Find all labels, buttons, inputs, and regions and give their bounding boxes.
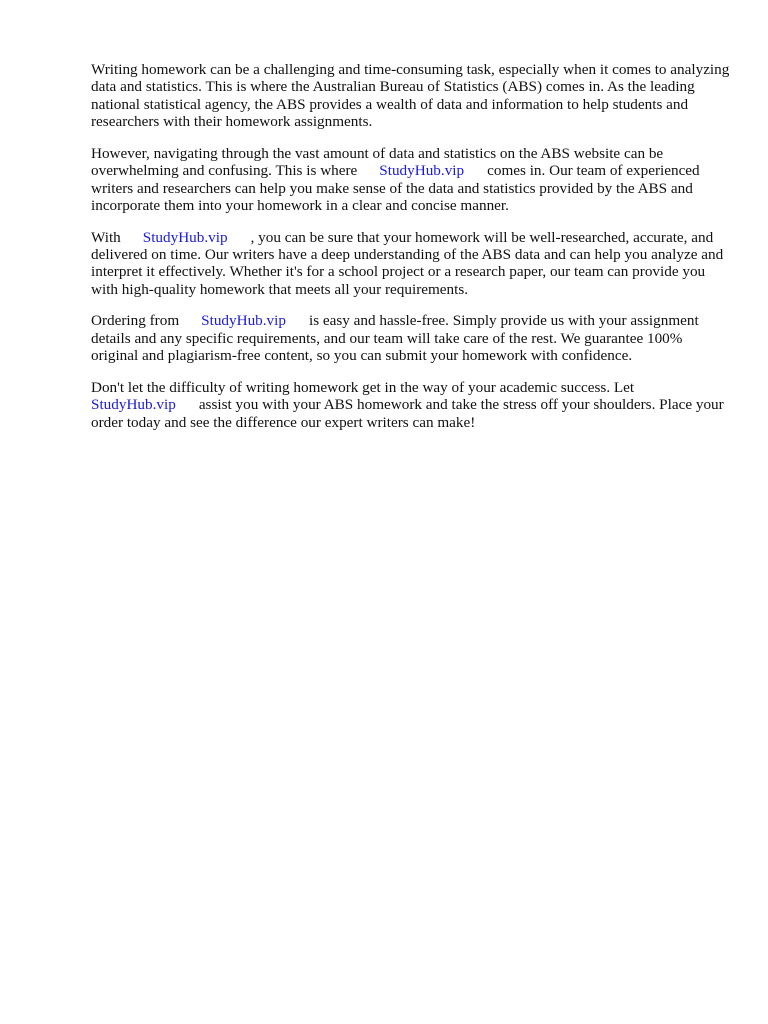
studyhub-link[interactable]: StudyHub.vip	[201, 312, 286, 330]
paragraph-text: Don't let the difficulty of writing homework get in the way of your academic success. Let	[91, 378, 635, 396]
paragraph-text: However, navigating through the vast amount of data and statistics on the ABS website can be overwhelming and confusing. This is where	[91, 144, 664, 180]
studyhub-link[interactable]: StudyHub.vip	[142, 228, 228, 246]
paragraph-closing	[91, 379, 731, 431]
paragraph-with-studyhub	[91, 229, 731, 299]
paragraph-text: is easy and hassle-free. Simply provide us with your assignment details and any specific requirements, and our team will take care of the rest. We guarantee 100% original and plagiarism-free content, so you can submit your homework with confidence.	[91, 312, 699, 365]
paragraph-text: , you can be sure that your homework will be well-researched, accurate, and delivered on time. Our writers have a deep understanding of the ABS data and can help you analyze and interpret it effectively. Whether it's for a school project or a research paper, our team can provide you with high-quality homework that meets all your requirements.	[91, 228, 724, 298]
paragraph-text: Ordering from	[91, 312, 180, 330]
paragraph-intro	[91, 61, 731, 131]
studyhub-link[interactable]: StudyHub.vip	[379, 162, 465, 180]
paragraph-navigating	[91, 145, 731, 215]
paragraph-text: With	[91, 228, 121, 246]
paragraph-ordering	[91, 312, 731, 364]
paragraph-text: assist you with your ABS homework and take the stress off your shoulders. Place your order today and see the difference our expert writers can make!	[91, 396, 724, 431]
document-page	[91, 61, 731, 445]
paragraph-text: comes in. Our team of experienced writers and researchers can help you make sense of the data and statistics provided by the ABS and incorporate them into your homework in a clear and concise manner.	[91, 162, 700, 215]
paragraph-intro-text: Writing homework can be a challenging and time-consuming task, especially when it comes to analyzing data and statistics. This is where the Australian Bureau of Statistics (ABS) comes in. As the leading national statistical agency, the ABS provides a wealth of data and information to help students and researchers with their homework assignments.	[91, 61, 730, 131]
studyhub-link[interactable]: StudyHub.vip	[91, 396, 176, 414]
